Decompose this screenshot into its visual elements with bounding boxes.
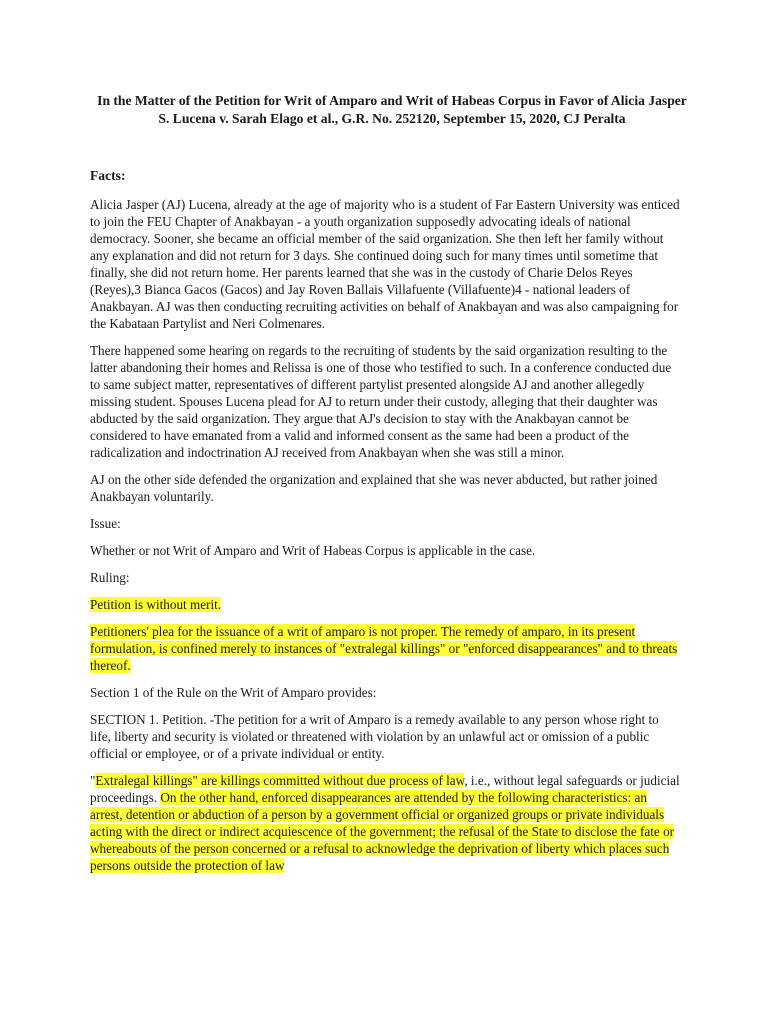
highlighted-text: Petition is without merit. xyxy=(90,597,222,612)
facts-paragraph-3: AJ on the other side defended the organization and explained that she was never abducted, but rather joined Anakbayan voluntarily. xyxy=(90,472,658,504)
ruling-paragraph-5 xyxy=(90,772,680,874)
document-title: In the Matter of the Petition for Writ of Amparo and Writ of Habeas Corpus in Favor of Alicia Jasper S. Lucena v. Sarah Elago et al., G.R. No. 252120, September 15, 2020, CJ Peralta xyxy=(97,93,687,126)
ruling-paragraph-3: Section 1 of the Rule on the Writ of Amparo provides: xyxy=(90,685,377,700)
facts-paragraph-2: There happened some hearing on regards to the recruiting of students by the said organization resulting to the latter abandoning their homes and Relissa is one of those who testified to such. In a conference conducted due to same subject matter, representatives of different partylist presented alongside AJ and another allegedly missing student. Spouses Lucena plead for AJ to return under their custody, alleging that their daughter was abducted by the said organization. They argue that AJ's decision to stay with the Anakbayan cannot be considered to have emanated from a valid and informed consent as the same had been a product of the radicalization and indoctrination AJ received from Anakbayan when she was still a minor. xyxy=(90,343,672,460)
section-1-quote: SECTION 1. Petition. -The petition for a writ of Amparo is a remedy available to any person whose right to life, liberty and security is violated or threatened with violation by an unlawful act or omission of a public official or employee, or of a private individual or entity. xyxy=(90,712,659,761)
quote-mark: " xyxy=(90,773,96,788)
plain-text: , i.e., without legal safeguards or judicial proceedings. xyxy=(90,773,680,805)
ruling-paragraph-1 xyxy=(90,596,680,613)
issue-label: Issue: xyxy=(90,516,121,531)
ruling-label: Ruling: xyxy=(90,570,130,585)
highlighted-text: On the other hand, enforced disappearances are attended by the following characteristics: an arrest, detention or abduction of a person by a government official or organized groups or private individuals acting with the direct or indirect acquiescence of the government; the refusal of the State to disclose the fate or whereabouts of the person concerned or a refusal to acknowledge the deprivation of liberty which places such persons outside the protection of law xyxy=(90,790,675,873)
issue-text: Whether or not Writ of Amparo and Writ of Habeas Corpus is applicable in the case. xyxy=(90,543,536,558)
ruling-paragraph-2 xyxy=(90,623,680,674)
highlighted-text: Extralegal killings" are killings committed without due process of law xyxy=(95,773,465,788)
highlighted-text: Petitioners' plea for the issuance of a writ of amparo is not proper. The remedy of amparo, in its present formulation, is confined merely to instances of "extralegal killings" or "enforced disappearances" and to threats thereof. xyxy=(90,624,678,673)
facts-heading: Facts: xyxy=(90,168,126,183)
facts-paragraph-1: Alicia Jasper (AJ) Lucena, already at the age of majority who is a student of Far Eastern University was enticed to join the FEU Chapter of Anakbayan - a youth organization supposedly advocating ideals of national democracy. Sooner, she became an official member of the said organization. She then left her family without any explanation and did not return for 3 days. She continued doing such for many times until sometime that finally, she did not return home. Her parents learned that she was in the custody of Charie Delos Reyes (Reyes),3 Bianca Gacos (Gacos) and Jay Roven Ballais Villafuente (Villafuente)4 - national leaders of Anakbayan. AJ was then conducting recruiting activities on behalf of Anakbayan and was also campaigning for the Kabataan Partylist and Neri Colmenares. xyxy=(90,197,680,331)
